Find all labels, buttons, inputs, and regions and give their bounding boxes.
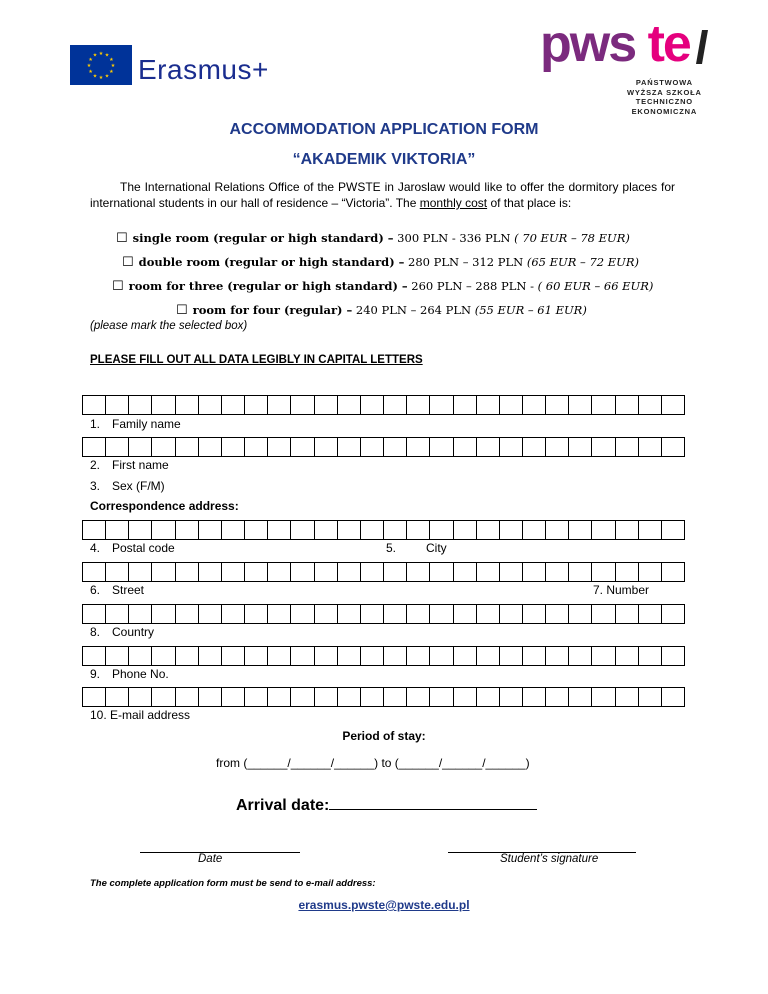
form-title: ACCOMMODATION APPLICATION FORM bbox=[229, 121, 539, 138]
email-input[interactable] bbox=[82, 687, 685, 707]
city-label bbox=[386, 541, 447, 555]
field-label: Street bbox=[112, 583, 145, 597]
date-label: Date bbox=[198, 853, 223, 865]
eu-flag-logo bbox=[70, 45, 132, 85]
room-price: 240 PLN – 264 PLN bbox=[352, 303, 475, 317]
letter-cell[interactable] bbox=[176, 520, 199, 540]
letter-cell[interactable] bbox=[454, 437, 477, 457]
letter-cell[interactable] bbox=[83, 437, 106, 457]
letter-cell[interactable] bbox=[338, 646, 361, 666]
letter-cell[interactable] bbox=[361, 520, 384, 540]
letter-cell[interactable] bbox=[222, 687, 245, 707]
form-subtitle: “AKADEMIK VIKTORIA” bbox=[292, 151, 476, 168]
letter-cell[interactable] bbox=[268, 646, 291, 666]
letter-cell[interactable] bbox=[477, 437, 500, 457]
field-label: First name bbox=[112, 458, 169, 472]
letter-cell[interactable] bbox=[407, 687, 430, 707]
letter-cell[interactable] bbox=[83, 646, 106, 666]
letter-cell[interactable] bbox=[315, 520, 338, 540]
fill-instructions: PLEASE FILL OUT ALL DATA LEGIBLY IN CAPITAL LETTERS bbox=[90, 354, 423, 366]
svg-text:★: ★ bbox=[98, 75, 104, 81]
field-label: Family name bbox=[112, 417, 181, 431]
room-eur: ( 60 EUR – 66 EUR) bbox=[537, 279, 654, 293]
svg-text:★: ★ bbox=[109, 69, 114, 75]
room-option-single[interactable] bbox=[116, 231, 630, 246]
letter-cell[interactable] bbox=[430, 646, 453, 666]
letter-cell[interactable] bbox=[639, 604, 662, 624]
svg-text:★: ★ bbox=[92, 73, 98, 80]
letter-cell[interactable] bbox=[592, 687, 615, 707]
postal-city-input[interactable] bbox=[82, 520, 685, 540]
letter-cell[interactable] bbox=[546, 646, 569, 666]
letter-cell[interactable] bbox=[569, 437, 592, 457]
period-dates-field[interactable]: from (______/______/______) to (______/______/______) bbox=[216, 756, 530, 770]
letter-cell[interactable] bbox=[477, 687, 500, 707]
letter-cell[interactable] bbox=[199, 520, 222, 540]
letter-cell[interactable] bbox=[129, 395, 152, 415]
letter-cell[interactable] bbox=[106, 687, 129, 707]
letter-cell[interactable] bbox=[384, 562, 407, 582]
letter-cell[interactable] bbox=[500, 604, 523, 624]
letter-cell[interactable] bbox=[639, 395, 662, 415]
letter-cell[interactable] bbox=[222, 520, 245, 540]
letter-cell[interactable] bbox=[222, 604, 245, 624]
letter-cell[interactable] bbox=[199, 437, 222, 457]
letter-cell[interactable] bbox=[338, 395, 361, 415]
letter-cell[interactable] bbox=[245, 604, 268, 624]
letter-cell[interactable] bbox=[268, 562, 291, 582]
field-number: 2. bbox=[90, 458, 101, 472]
pwste-logo bbox=[540, 14, 690, 74]
checkbox-icon[interactable]: ☐ bbox=[116, 231, 128, 246]
letter-cell[interactable] bbox=[477, 562, 500, 582]
field-label: City bbox=[426, 541, 447, 555]
letter-cell[interactable] bbox=[592, 437, 615, 457]
room-eur: ( 70 EUR – 78 EUR) bbox=[514, 231, 630, 245]
letter-cell[interactable] bbox=[129, 520, 152, 540]
letter-cell[interactable] bbox=[268, 437, 291, 457]
letter-cell[interactable] bbox=[245, 646, 268, 666]
letter-cell[interactable] bbox=[546, 562, 569, 582]
letter-cell[interactable] bbox=[384, 646, 407, 666]
pwste-logo-te: te bbox=[647, 15, 690, 73]
letter-cell[interactable] bbox=[152, 562, 175, 582]
intro-text-end: of that place is: bbox=[487, 196, 572, 210]
letter-cell[interactable] bbox=[245, 395, 268, 415]
letter-cell[interactable] bbox=[546, 604, 569, 624]
letter-cell[interactable] bbox=[407, 437, 430, 457]
letter-cell[interactable] bbox=[291, 604, 314, 624]
letter-cell[interactable] bbox=[222, 437, 245, 457]
room-label: single room (regular or high standard) – bbox=[132, 231, 394, 245]
room-label: room for three (regular or high standard) – bbox=[128, 279, 408, 293]
letter-cell[interactable] bbox=[639, 687, 662, 707]
letter-cell[interactable] bbox=[338, 437, 361, 457]
pwste-slash-icon bbox=[696, 30, 708, 64]
family-name-input[interactable] bbox=[82, 395, 685, 415]
letter-cell[interactable] bbox=[268, 395, 291, 415]
letter-cell[interactable] bbox=[407, 395, 430, 415]
letter-cell[interactable] bbox=[338, 604, 361, 624]
number-label: 7. Number bbox=[593, 583, 650, 597]
letter-cell[interactable] bbox=[245, 437, 268, 457]
letter-cell[interactable] bbox=[569, 395, 592, 415]
letter-cell[interactable] bbox=[500, 562, 523, 582]
room-option-three[interactable] bbox=[112, 279, 653, 294]
letter-cell[interactable] bbox=[616, 437, 639, 457]
letter-cell[interactable] bbox=[477, 520, 500, 540]
letter-cell[interactable] bbox=[454, 395, 477, 415]
letter-cell[interactable] bbox=[222, 646, 245, 666]
letter-cell[interactable] bbox=[361, 604, 384, 624]
arrival-date-label: Arrival date: bbox=[236, 797, 330, 814]
send-instructions: The complete application form must be send to e-mail address: bbox=[90, 878, 376, 889]
intro-text: The International Relations Office of the PWSTE in Jaroslaw would like to offer the dormitory places for international students in our hall of residence – “Victoria”. The bbox=[90, 180, 675, 210]
eu-stars-icon bbox=[70, 45, 132, 85]
letter-cell[interactable] bbox=[592, 395, 615, 415]
letter-cell[interactable] bbox=[430, 520, 453, 540]
letter-cell[interactable] bbox=[430, 437, 453, 457]
field-number: 4. bbox=[90, 541, 101, 555]
letter-cell[interactable] bbox=[546, 520, 569, 540]
letter-cell[interactable] bbox=[592, 520, 615, 540]
checkbox-icon[interactable]: ☐ bbox=[176, 303, 188, 318]
mark-note: (please mark the selected box) bbox=[90, 320, 248, 332]
postal-code-label bbox=[90, 541, 175, 555]
room-eur: (55 EUR – 61 EUR) bbox=[474, 303, 587, 317]
letter-cell[interactable] bbox=[430, 395, 453, 415]
letter-cell[interactable] bbox=[616, 646, 639, 666]
first-name-label bbox=[90, 458, 169, 472]
letter-cell[interactable] bbox=[454, 604, 477, 624]
letter-cell[interactable] bbox=[616, 395, 639, 415]
letter-cell[interactable] bbox=[245, 520, 268, 540]
letter-cell[interactable] bbox=[291, 395, 314, 415]
letter-cell[interactable] bbox=[315, 604, 338, 624]
letter-cell[interactable] bbox=[83, 604, 106, 624]
letter-cell[interactable] bbox=[592, 646, 615, 666]
letter-cell[interactable] bbox=[152, 395, 175, 415]
letter-cell[interactable] bbox=[430, 687, 453, 707]
letter-cell[interactable] bbox=[291, 687, 314, 707]
letter-cell[interactable] bbox=[83, 395, 106, 415]
letter-cell[interactable] bbox=[662, 395, 685, 415]
letter-cell[interactable] bbox=[384, 687, 407, 707]
letter-cell[interactable] bbox=[500, 687, 523, 707]
letter-cell[interactable] bbox=[569, 687, 592, 707]
letter-cell[interactable] bbox=[106, 520, 129, 540]
room-price: 260 PLN – 288 PLN - bbox=[407, 279, 538, 293]
room-price: 280 PLN – 312 PLN bbox=[404, 255, 527, 269]
correspondence-heading: Correspondence address: bbox=[90, 499, 239, 513]
letter-cell[interactable] bbox=[662, 604, 685, 624]
letter-cell[interactable] bbox=[152, 520, 175, 540]
letter-cell[interactable] bbox=[361, 646, 384, 666]
letter-cell[interactable] bbox=[315, 687, 338, 707]
room-option-four[interactable] bbox=[176, 303, 587, 318]
letter-cell[interactable] bbox=[222, 395, 245, 415]
letter-cell[interactable] bbox=[384, 604, 407, 624]
street-label bbox=[90, 583, 144, 597]
letter-cell[interactable] bbox=[662, 520, 685, 540]
svg-text:★: ★ bbox=[98, 51, 104, 57]
student-signature-label: Student’s signature bbox=[500, 853, 599, 865]
checkbox-icon[interactable]: ☐ bbox=[122, 255, 134, 270]
letter-cell[interactable] bbox=[361, 562, 384, 582]
letter-cell[interactable] bbox=[361, 687, 384, 707]
letter-cell[interactable] bbox=[106, 646, 129, 666]
letter-cell[interactable] bbox=[338, 520, 361, 540]
letter-cell[interactable] bbox=[639, 437, 662, 457]
letter-cell[interactable] bbox=[106, 604, 129, 624]
letter-cell[interactable] bbox=[338, 562, 361, 582]
letter-cell[interactable] bbox=[176, 395, 199, 415]
svg-text:★: ★ bbox=[104, 52, 110, 59]
letter-cell[interactable] bbox=[315, 646, 338, 666]
letter-cell[interactable] bbox=[639, 520, 662, 540]
letter-cell[interactable] bbox=[546, 395, 569, 415]
country-label bbox=[90, 625, 154, 639]
room-option-double[interactable] bbox=[122, 255, 639, 270]
letter-cell[interactable] bbox=[291, 437, 314, 457]
letter-cell[interactable] bbox=[384, 437, 407, 457]
field-number: 5. bbox=[386, 541, 397, 555]
letter-cell[interactable] bbox=[83, 687, 106, 707]
field-label: Sex (F/M) bbox=[112, 479, 165, 493]
letter-cell[interactable] bbox=[616, 562, 639, 582]
intro-underlined: monthly cost bbox=[419, 196, 488, 210]
letter-cell[interactable] bbox=[152, 646, 175, 666]
letter-cell[interactable] bbox=[454, 646, 477, 666]
letter-cell[interactable] bbox=[592, 562, 615, 582]
letter-cell[interactable] bbox=[523, 437, 546, 457]
country-input[interactable] bbox=[82, 604, 685, 624]
pwste-sub-line: WYŻSZA SZKOŁA bbox=[627, 87, 702, 97]
phone-input[interactable] bbox=[82, 646, 685, 666]
letter-cell[interactable] bbox=[592, 604, 615, 624]
field-number: 6. bbox=[90, 583, 101, 597]
letter-cell[interactable] bbox=[315, 562, 338, 582]
letter-cell[interactable] bbox=[199, 646, 222, 666]
letter-cell[interactable] bbox=[407, 562, 430, 582]
letter-cell[interactable] bbox=[454, 687, 477, 707]
letter-cell[interactable] bbox=[523, 687, 546, 707]
letter-cell[interactable] bbox=[430, 604, 453, 624]
letter-cell[interactable] bbox=[176, 437, 199, 457]
letter-cell[interactable] bbox=[106, 437, 129, 457]
correspondence-text: Correspondence address bbox=[90, 499, 235, 513]
arrival-date-field[interactable] bbox=[236, 795, 537, 815]
letter-cell[interactable] bbox=[477, 395, 500, 415]
letter-cell[interactable] bbox=[176, 562, 199, 582]
letter-cell[interactable] bbox=[616, 520, 639, 540]
checkbox-icon[interactable]: ☐ bbox=[112, 279, 124, 294]
period-of-stay-label: Period of stay: bbox=[342, 729, 426, 743]
letter-cell[interactable] bbox=[500, 395, 523, 415]
letter-cell[interactable] bbox=[639, 646, 662, 666]
letter-cell[interactable] bbox=[546, 687, 569, 707]
sex-label[interactable] bbox=[90, 479, 165, 493]
first-name-input[interactable] bbox=[82, 437, 685, 457]
letter-cell[interactable] bbox=[199, 604, 222, 624]
letter-cell[interactable] bbox=[569, 520, 592, 540]
letter-cell[interactable] bbox=[454, 520, 477, 540]
contact-email-link[interactable]: erasmus.pwste@pwste.edu.pl bbox=[298, 898, 470, 912]
letter-cell[interactable] bbox=[291, 520, 314, 540]
letter-cell[interactable] bbox=[616, 687, 639, 707]
letter-cell[interactable] bbox=[83, 562, 106, 582]
pwste-sub-line: TECHNICZNO bbox=[635, 97, 693, 106]
family-name-label bbox=[90, 417, 181, 431]
room-eur: (65 EUR – 72 EUR) bbox=[526, 255, 639, 269]
pwste-subtitle bbox=[627, 78, 702, 116]
letter-cell[interactable] bbox=[569, 604, 592, 624]
letter-cell[interactable] bbox=[477, 646, 500, 666]
letter-cell[interactable] bbox=[245, 687, 268, 707]
field-number: 9. bbox=[90, 667, 101, 681]
letter-cell[interactable] bbox=[662, 562, 685, 582]
room-price: 300 PLN - 336 PLN bbox=[393, 231, 515, 245]
letter-cell[interactable] bbox=[222, 562, 245, 582]
letter-cell[interactable] bbox=[407, 604, 430, 624]
field-label: Postal code bbox=[112, 541, 175, 555]
letter-cell[interactable] bbox=[268, 520, 291, 540]
letter-cell[interactable] bbox=[152, 687, 175, 707]
letter-cell[interactable] bbox=[616, 604, 639, 624]
letter-cell[interactable] bbox=[639, 562, 662, 582]
letter-cell[interactable] bbox=[569, 646, 592, 666]
letter-cell[interactable] bbox=[199, 395, 222, 415]
svg-text:★: ★ bbox=[109, 57, 114, 63]
field-label: Phone No. bbox=[112, 667, 169, 681]
letter-cell[interactable] bbox=[662, 687, 685, 707]
letter-cell[interactable] bbox=[500, 646, 523, 666]
letter-cell[interactable] bbox=[662, 646, 685, 666]
letter-cell[interactable] bbox=[152, 437, 175, 457]
letter-cell[interactable] bbox=[500, 437, 523, 457]
letter-cell[interactable] bbox=[291, 646, 314, 666]
letter-cell[interactable] bbox=[83, 520, 106, 540]
svg-text:★: ★ bbox=[88, 69, 93, 75]
letter-cell[interactable] bbox=[523, 562, 546, 582]
letter-cell[interactable] bbox=[338, 687, 361, 707]
email-label: 10. E-mail address bbox=[90, 708, 191, 722]
letter-cell[interactable] bbox=[315, 437, 338, 457]
letter-cell[interactable] bbox=[361, 395, 384, 415]
pwste-logo-text: pws bbox=[540, 15, 648, 73]
letter-cell[interactable] bbox=[129, 604, 152, 624]
phone-label bbox=[90, 667, 169, 681]
svg-text:★: ★ bbox=[104, 73, 110, 80]
letter-cell[interactable] bbox=[546, 437, 569, 457]
letter-cell[interactable] bbox=[384, 520, 407, 540]
intro-paragraph bbox=[90, 179, 675, 211]
letter-cell[interactable] bbox=[129, 437, 152, 457]
pwste-sub-line: PAŃSTWOWA bbox=[635, 78, 693, 87]
letter-cell[interactable] bbox=[407, 520, 430, 540]
letter-cell[interactable] bbox=[361, 437, 384, 457]
letter-cell[interactable] bbox=[176, 604, 199, 624]
field-number: 3. bbox=[90, 479, 101, 493]
letter-cell[interactable] bbox=[523, 520, 546, 540]
letter-cell[interactable] bbox=[152, 604, 175, 624]
erasmus-logo-text: Erasmus+ bbox=[138, 54, 269, 85]
letter-cell[interactable] bbox=[268, 687, 291, 707]
letter-cell[interactable] bbox=[268, 604, 291, 624]
letter-cell[interactable] bbox=[523, 646, 546, 666]
letter-cell[interactable] bbox=[129, 562, 152, 582]
letter-cell[interactable] bbox=[430, 562, 453, 582]
letter-cell[interactable] bbox=[523, 604, 546, 624]
pwste-sub-line: EKONOMICZNA bbox=[631, 106, 698, 116]
field-number: 8. bbox=[90, 625, 101, 639]
letter-cell[interactable] bbox=[129, 687, 152, 707]
letter-cell[interactable] bbox=[500, 520, 523, 540]
field-number: 1. bbox=[90, 417, 101, 431]
letter-cell[interactable] bbox=[245, 562, 268, 582]
svg-text:★: ★ bbox=[86, 63, 92, 69]
letter-cell[interactable] bbox=[477, 604, 500, 624]
letter-cell[interactable] bbox=[199, 562, 222, 582]
letter-cell[interactable] bbox=[176, 646, 199, 666]
field-label: Country bbox=[112, 625, 155, 639]
letter-cell[interactable] bbox=[106, 395, 129, 415]
room-label: room for four (regular) – bbox=[192, 303, 353, 317]
letter-cell[interactable] bbox=[569, 562, 592, 582]
letter-cell[interactable] bbox=[315, 395, 338, 415]
letter-cell[interactable] bbox=[523, 395, 546, 415]
letter-cell[interactable] bbox=[106, 562, 129, 582]
letter-cell[interactable] bbox=[129, 646, 152, 666]
letter-cell[interactable] bbox=[199, 687, 222, 707]
letter-cell[interactable] bbox=[291, 562, 314, 582]
letter-cell[interactable] bbox=[176, 687, 199, 707]
svg-text:★: ★ bbox=[88, 57, 93, 63]
letter-cell[interactable] bbox=[662, 437, 685, 457]
svg-text:★: ★ bbox=[110, 63, 116, 69]
street-number-input[interactable] bbox=[82, 562, 685, 582]
letter-cell[interactable] bbox=[407, 646, 430, 666]
letter-cell[interactable] bbox=[384, 395, 407, 415]
svg-text:★: ★ bbox=[92, 52, 98, 59]
room-label: double room (regular or high standard) – bbox=[138, 255, 405, 269]
letter-cell[interactable] bbox=[454, 562, 477, 582]
arrival-date-line[interactable] bbox=[329, 795, 537, 810]
